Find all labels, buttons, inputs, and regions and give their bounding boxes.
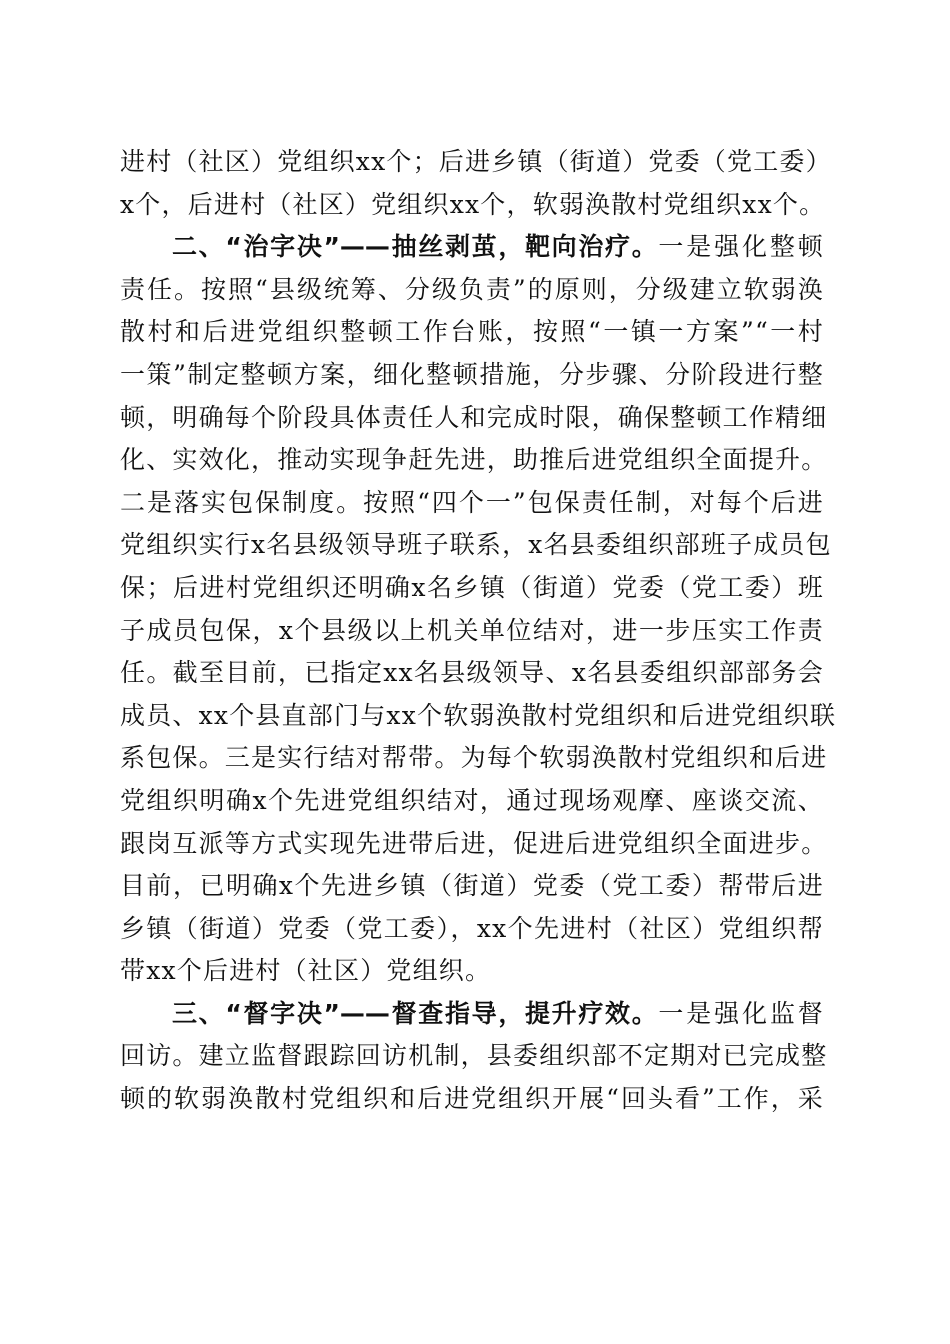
document-page: [120, 141, 837, 1121]
text-line: 系包保。三是实行结对帮带。为每个软弱涣散村党组织和后进: [120, 743, 828, 773]
text-line: 二是落实包保制度。按照“四个一”包保责任制，对每个后进: [120, 487, 824, 517]
section-heading-three: 三、“督字决”——督查指导，提升疗效。: [172, 998, 659, 1028]
text-line: 乡镇（街道）党委（党工委），xx个先进村（社区）党组织帮: [120, 913, 824, 943]
text-line: 党组织实行x名县级领导班子联系，x名县委组织部班子成员包: [120, 530, 832, 560]
text-run: 一是强化监督: [658, 998, 824, 1028]
text-line: 子成员包保，x个县级以上机关单位结对，进一步压实工作责: [120, 615, 824, 645]
text-line: x个，后进村（社区）党组织xx个，软弱涣散村党组织xx个。: [120, 189, 826, 219]
text-line: 党组织明确x个先进党组织结对，通过现场观摩、座谈交流、: [120, 785, 824, 815]
text-line: 成员、xx个县直部门与xx个软弱涣散村党组织和后进党组织联: [120, 700, 837, 730]
text-line: 顿，明确每个阶段具体责任人和完成时限，确保整顿工作精细: [120, 402, 828, 432]
text-line: 化、实效化，推动实现争赶先进，助推后进党组织全面提升。: [120, 445, 828, 475]
text-line: 带xx个后进村（社区）党组织。: [120, 956, 492, 986]
text-line: 任。截至目前，已指定xx名县级领导、x名县委组织部部务会: [120, 658, 824, 688]
text-line: 进村（社区）党组织xx个；后进乡镇（街道）党委（党工委）: [120, 147, 832, 176]
text-line: [120, 993, 824, 1036]
text-line: 保；后进村党组织还明确x名乡镇（街道）党委（党工委）班: [120, 572, 824, 602]
text-line: 目前，已明确x个先进乡镇（街道）党委（党工委）帮带后进: [120, 871, 824, 901]
paragraph-summary-counts: [120, 141, 832, 226]
text-line: 跟岗互派等方式实现先进带后进，促进后进党组织全面进步。: [120, 828, 828, 858]
text-line: 责任。按照“县级统筹、分级负责”的原则，分级建立软弱涣: [120, 274, 824, 304]
text-line: 散村和后进党组织整顿工作台账，按照“一镇一方案”“一村: [120, 317, 824, 347]
text-line: [120, 226, 824, 269]
text-run: 一是强化整顿: [658, 232, 824, 262]
text-line: 回访。建立监督跟踪回访机制，县委组织部不定期对已完成整: [120, 1041, 828, 1071]
section-heading-two: 二、“治字决”——抽丝剥茧，靶向治疗。: [172, 232, 659, 262]
paragraph-section-two: [120, 226, 837, 993]
paragraph-section-three: [120, 993, 828, 1121]
text-line: 顿的软弱涣散村党组织和后进党组织开展“回头看”工作，采: [120, 1084, 824, 1114]
text-line: 一策”制定整顿方案，细化整顿措施，分步骤、分阶段进行整: [120, 359, 824, 389]
